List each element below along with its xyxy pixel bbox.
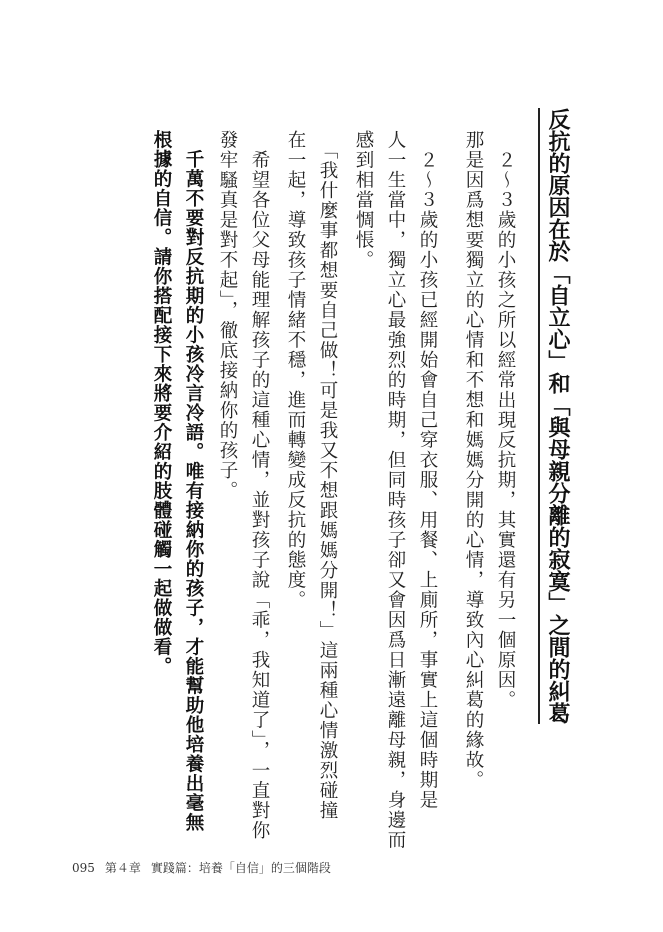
chapter-title: 實踐篇：培養「自信」的三個階段 — [150, 861, 331, 875]
paragraph-line: 那是因爲想要獨立的心情和不想和媽媽分開的心情，導致內心糾葛的緣故。 — [463, 130, 484, 790]
paragraph-line: ２～３歲的小孩已經開始會自己穿衣服、用餐、上廁所，事實上這個時期是 — [417, 130, 438, 810]
emphasis-line: 千萬不要對反抗期的小孩冷言冷語。唯有接納你的孩子，才能幫助他培養出毫無 — [183, 130, 204, 832]
paragraph-line: 發牢騷真是對不起」，徹底接納你的孩子。 — [217, 130, 238, 501]
paragraph-line: 感到相當惆悵。 — [353, 130, 374, 270]
paragraph-line: 在一起，導致孩子情緒不穩，進而轉變成反抗的態度。 — [285, 130, 306, 610]
chapter-label: 第４章 — [104, 861, 141, 875]
emphasis-line: 根據的自信。請你搭配接下來將要介紹的肢體碰觸一起做做看。 — [151, 130, 172, 676]
page-number: 095 — [72, 861, 95, 875]
paragraph-line: 「我什麼事都想要自己做！可是我又不想跟媽媽分開！」這兩種心情激烈碰撞 — [317, 130, 338, 821]
paragraph-line: 希望各位父母能理解孩子的這種心情，並對孩子說「乖，我知道了」，一直對你 — [249, 130, 270, 841]
paragraph-line: ２～３歲的小孩之所以經常出現反抗期，其實還有另一個原因。 — [495, 130, 516, 710]
paragraph-line: 人一生當中，獨立心最強烈的時期，但同時孩子卻又會因爲日漸遠離母親，身邊而 — [385, 130, 406, 850]
section-heading: 反抗的原因在於「自立心」和「與母親分離的寂寞」之間的糾葛 — [538, 108, 570, 724]
page-footer — [72, 859, 341, 876]
